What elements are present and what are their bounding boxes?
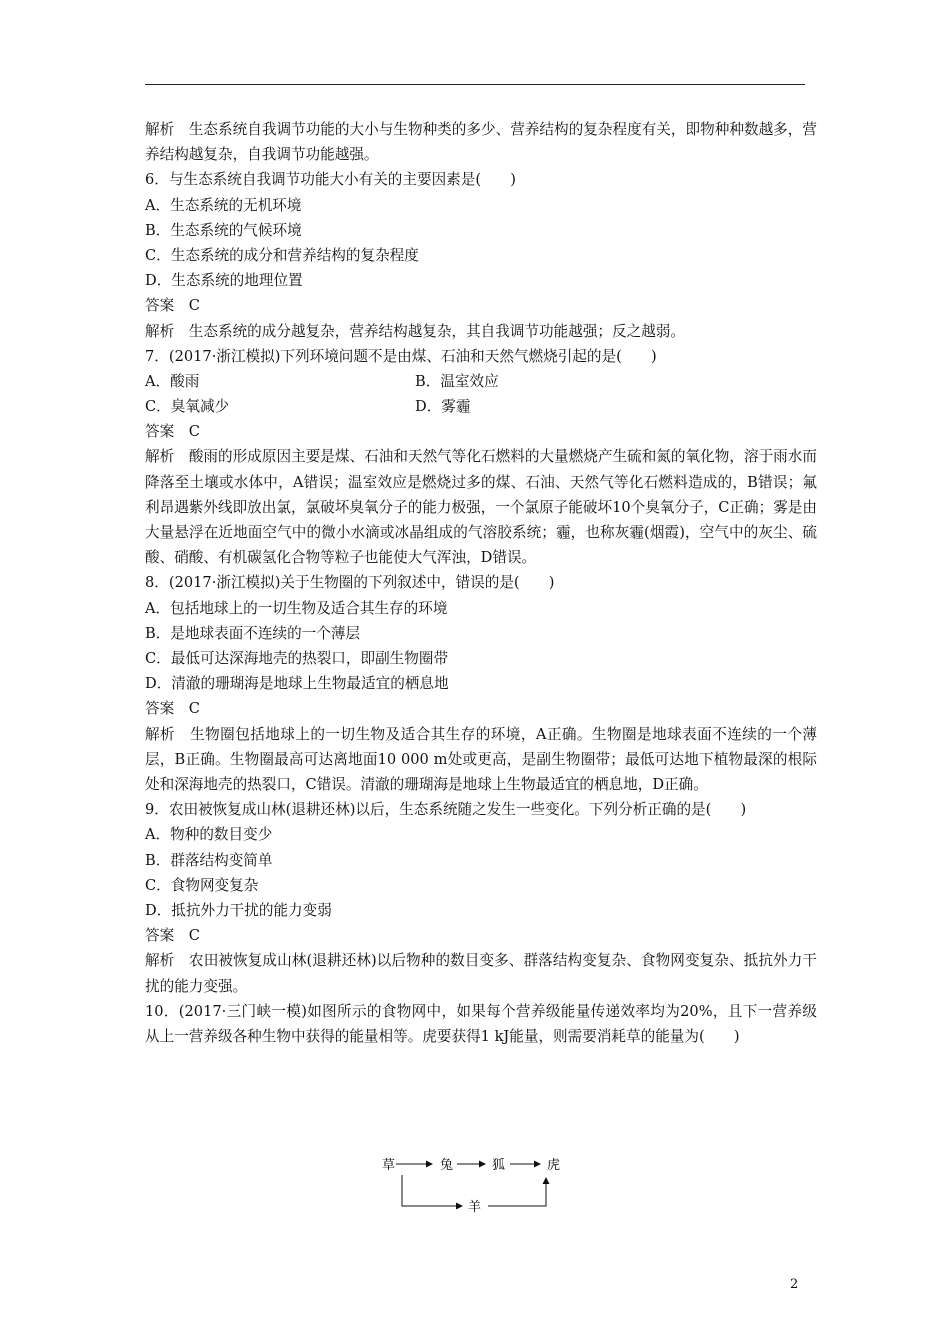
option-row-q7cd (145, 394, 817, 419)
question-stem-q6: 6．与生态系统自我调节功能大小有关的主要因素是( ) (145, 171, 516, 189)
explanation-text-exp8: 解析 生物圈包括地球上的一切生物及适合其生存的环境，A正确。生物圈是地球表面不连续的一个薄层，B正确。生物圈最高可达离地面10 000 m处或更高，是副生物圈带；最低可达地下植物最深的根际处和深海地壳的热裂口，C错误。清澈的珊瑚海是地球上生物最适宜的栖息地，D正确。 (145, 725, 817, 794)
page-content (145, 117, 817, 1049)
option-text: C．臭氧减少 (145, 398, 230, 416)
node-sheep: 羊 (468, 1200, 482, 1215)
page-number: 2 (790, 1277, 799, 1292)
option-text-q8c: C．最低可达深海地壳的热裂口，即副生物圈带 (145, 650, 449, 668)
option-text-q8d: D．清澈的珊瑚海是地球上生物最适宜的栖息地 (145, 675, 449, 693)
node-tiger: 虎 (547, 1158, 561, 1173)
arrow-sheep-tiger (488, 1178, 546, 1206)
header-rule (145, 84, 805, 85)
explanation-text-exp6: 解析 生态系统的成分越复杂，营养结构越复杂，其自我调节功能越强；反之越弱。 (145, 322, 685, 340)
option-text-q6a: A．生态系统的无机环境 (145, 196, 302, 214)
option-text-q6b: B．生态系统的气候环境 (145, 221, 302, 239)
node-rabbit: 兔 (440, 1158, 454, 1173)
option-text-q6c: C．生态系统的成分和营养结构的复杂程度 (145, 246, 419, 264)
question-stem-q9: 9．农田被恢复成山林(退耕还林)以后，生态系统随之发生一些变化。下列分析正确的是( ) (145, 801, 747, 819)
option-text-q9a: A．物种的数目变少 (145, 826, 273, 844)
option-row-q7ab (145, 369, 817, 394)
answer-text-ans6: 答案 C (145, 297, 200, 315)
question-stem-q8: 8．(2017·浙江模拟)关于生物圈的下列叙述中，错误的是( ) (145, 574, 555, 592)
node-grass: 草 (382, 1158, 396, 1173)
explanation-text-exp5: 解析 生态系统自我调节功能的大小与生物种类的多少、营养结构的复杂程度有关，即物种种数越多，营养结构越复杂，自我调节功能越强。 (145, 121, 817, 164)
option-text-q9d: D．抵抗外力干扰的能力变弱 (145, 901, 332, 919)
explanation-text-exp7: 解析 酸雨的形成原因主要是煤、石油和天然气等化石燃料的大量燃烧产生硫和氮的氧化物，溶于雨水而降落至土壤或水体中，A错误；温室效应是燃烧过多的煤、石油、天然气等化石燃料造成的，B错误；氟利昂遇紫外线即放出氯，氯破坏臭氧分子的能力极强，一个氯原子能破坏10个臭氧分子，C正确；雾是由大量悬浮在近地面空气中的微小水滴或冰晶组成的气溶胶系统；霾，也称灰霾(烟霞)，空气中的灰尘、硫酸、硝酸、有机碳氢化合物等粒子也能使大气浑浊，D错误。 (145, 448, 817, 567)
option-text: B．温室效应 (415, 372, 499, 390)
answer-text-ans9: 答案 C (145, 927, 200, 945)
arrow-grass-sheep (402, 1175, 462, 1206)
food-web-diagram (370, 1150, 580, 1220)
option-text: A．酸雨 (145, 372, 200, 390)
option-text-q9c: C．食物网变复杂 (145, 876, 259, 894)
answer-text-ans7: 答案 C (145, 423, 200, 441)
option-text-q9b: B．群落结构变简单 (145, 851, 273, 869)
answer-text-ans8: 答案 C (145, 700, 200, 718)
explanation-text-exp9: 解析 农田被恢复成山林(退耕还林)以后物种的数目变多、群落结构变复杂、食物网变复杂、抵抗外力干扰的能力变强。 (145, 952, 817, 995)
question-stem-q7: 7．(2017·浙江模拟)下列环境问题不是由煤、石油和天然气燃烧引起的是( ) (145, 347, 657, 365)
node-fox: 狐 (492, 1158, 506, 1173)
option-text: D．雾霾 (415, 398, 471, 416)
option-text-q8a: A．包括地球上的一切生物及适合其生存的环境 (145, 599, 448, 617)
option-text-q6d: D．生态系统的地理位置 (145, 272, 303, 290)
question-stem-q10: 10．(2017·三门峡一模)如图所示的食物网中，如果每个营养级能量传递效率均为20%，且下一营养级从上一营养级各种生物中获得的能量相等。虎要获得1 kJ能量，则需要消耗草的能量为( ) (145, 1002, 817, 1045)
option-text-q8b: B．是地球表面不连续的一个薄层 (145, 624, 361, 642)
